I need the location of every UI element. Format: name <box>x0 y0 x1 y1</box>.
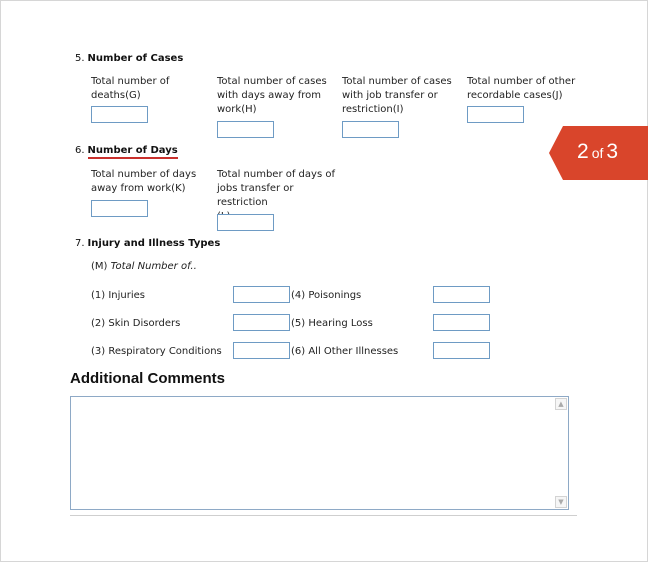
hearing-loss-label: (5) Hearing Loss <box>291 318 373 329</box>
current-page-number: 2 <box>577 140 589 163</box>
days-transfer-label: Total number of days of jobs transfer or restriction <box>217 169 335 208</box>
section-7-heading <box>75 238 220 249</box>
skin-disorders-input[interactable] <box>233 314 290 331</box>
other-illnesses-label: (6) All Other Illnesses <box>291 346 399 357</box>
deaths-input[interactable] <box>91 106 148 123</box>
section-5-heading <box>75 53 183 64</box>
section-5-number: 5. <box>75 53 85 64</box>
deaths-label: Total number of deaths(G) <box>91 76 170 101</box>
days-transfer-input[interactable] <box>217 214 274 231</box>
job-transfer-cases-input[interactable] <box>342 121 399 138</box>
bottom-divider <box>70 515 577 516</box>
section-5-title: Number of Cases <box>87 53 184 64</box>
scroll-down-arrow-icon[interactable]: ▼ <box>555 496 567 508</box>
respiratory-conditions-input[interactable] <box>233 342 290 359</box>
hearing-loss-input[interactable] <box>433 314 490 331</box>
days-away-input[interactable] <box>91 200 148 217</box>
respiratory-conditions-label: (3) Respiratory Conditions <box>91 346 222 357</box>
section-7-number: 7. <box>75 238 85 249</box>
section-7-subtitle: (M) Total Number of.. <box>91 261 197 272</box>
job-transfer-cases-label: Total number of cases with job transfer or restriction(I) <box>342 76 452 115</box>
poisonings-input[interactable] <box>433 286 490 303</box>
additional-comments-textarea[interactable] <box>70 396 569 510</box>
injuries-input[interactable] <box>233 286 290 303</box>
other-illnesses-input[interactable] <box>433 342 490 359</box>
total-pages-number: 3 <box>606 140 619 163</box>
days-away-cases-input[interactable] <box>217 121 274 138</box>
badge-text <box>577 140 618 164</box>
poisonings-label: (4) Poisonings <box>291 290 362 301</box>
other-recordable-input[interactable] <box>467 106 524 123</box>
page-of-label: of <box>591 145 604 161</box>
skin-disorders-label: (2) Skin Disorders <box>91 318 181 329</box>
section-6-number: 6. <box>75 145 85 156</box>
section-6-title: Number of Days <box>88 145 178 159</box>
section-7-title: Injury and Illness Types <box>87 238 221 249</box>
other-recordable-label: Total number of other recordable cases(J) <box>467 76 576 101</box>
injuries-label: (1) Injuries <box>91 290 145 301</box>
page-indicator-badge <box>549 126 648 180</box>
days-away-label: Total number of days away from work(K) <box>91 169 197 194</box>
additional-comments-title: Additional Comments <box>70 370 226 387</box>
section-6-heading <box>75 145 178 156</box>
days-away-cases-label: Total number of cases with days away from work(H) <box>217 76 327 115</box>
scroll-up-arrow-icon[interactable]: ▲ <box>555 398 567 410</box>
